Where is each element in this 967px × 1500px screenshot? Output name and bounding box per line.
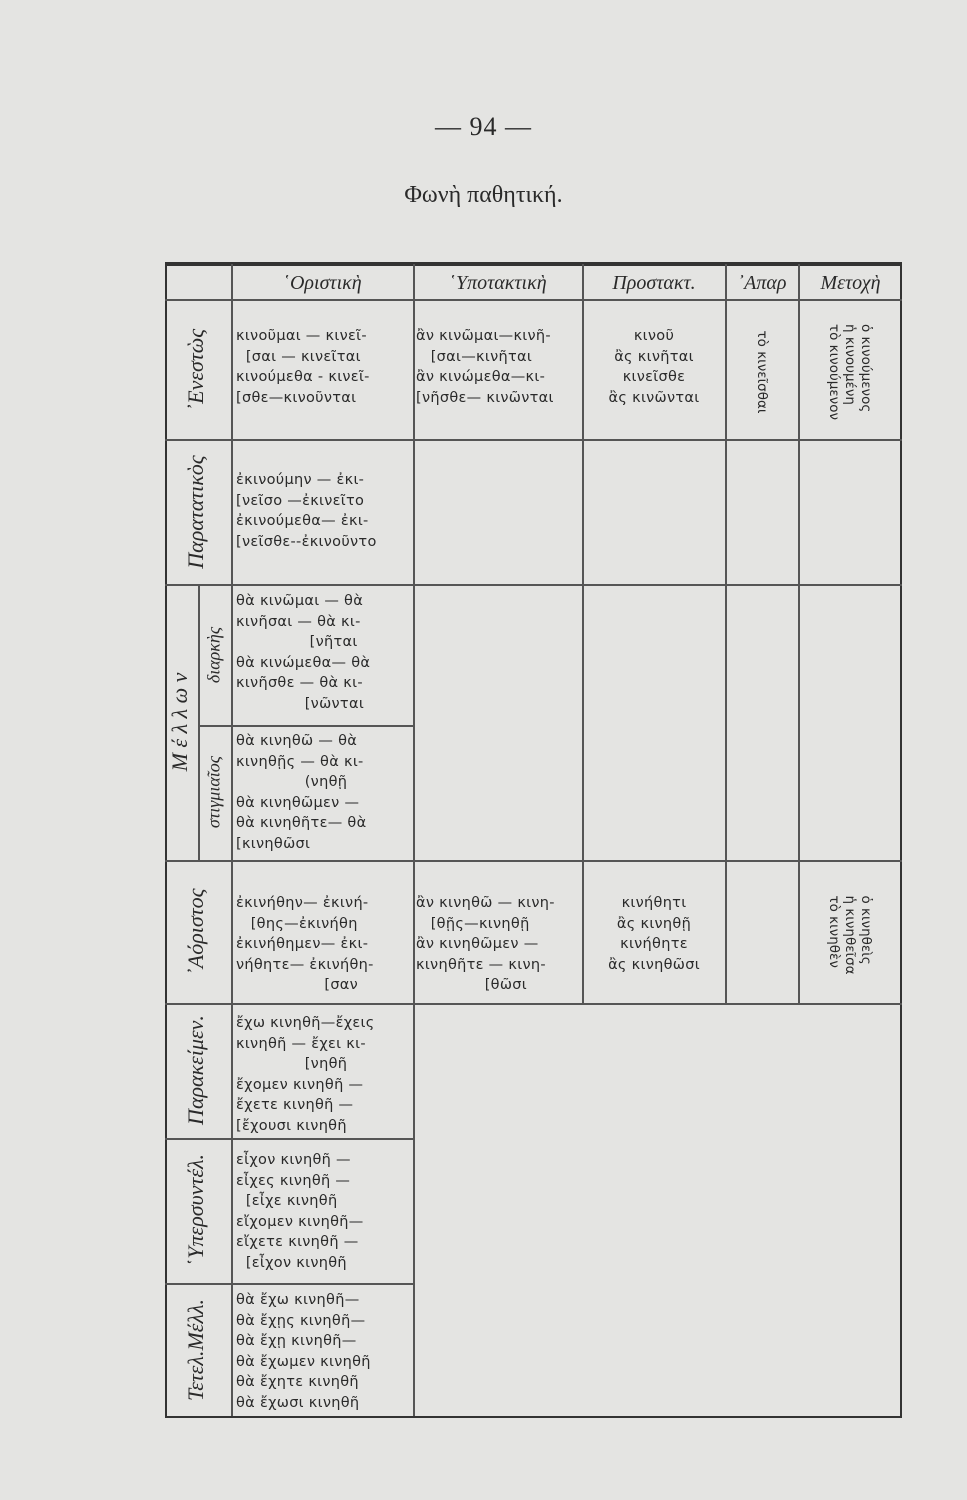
col-divider-mellon-sub: [198, 584, 200, 860]
aoristos-metochi: ὁ κινηθεὶς ἡ κινηθεῖσα τὸ κινηθὲν: [826, 895, 874, 975]
mellon-diarkis-oristiki: θὰ κινῶμαι — θὰ κινῆσαι — θὰ κι- [νῆται θὰ κινώμεθα— θὰ κινῆσθε — θὰ κι- [νῶνται: [236, 593, 371, 712]
ypersyntelikos-oristiki: εἶχον κινηθῆ — εἶχες κινηθῆ — [εἶχε κινηθῆ εἴχομεν κινηθῆ— εἴχετε κινηθῆ — [εἶχον κινηθῆ: [236, 1152, 364, 1271]
enestos-metochi: ὁ κινούμενος ἡ κινουμένη τὸ κινούμενον: [826, 323, 874, 421]
aoristos-ypotaktiki: ἂν κινηθῶ — κινη- [θῇς—κινηθῇ ἂν κινηθῶμεν — κινηθῆτε — κινη- [θῶσι: [416, 895, 555, 993]
enestos-aparemf: τὸ κινεῖσθαι: [754, 330, 770, 414]
page-title: Φωνὴ παθητική.: [404, 182, 563, 208]
tense-enestos: ᾿Ενεστὼς: [183, 328, 208, 412]
header-oristiki: ῾Οριστικὴ: [283, 272, 362, 294]
page-number: — 94 —: [435, 112, 532, 141]
tetel-mellon-oristiki: θὰ ἔχω κινηθῆ— θὰ ἔχῃς κινηθῆ— θὰ ἔχῃ κινηθῆ— θὰ ἔχωμεν κινηθῆ θὰ ἔχητε κινηθῆ θὰ ἔχωσι κινηθῆ: [236, 1292, 371, 1411]
col-divider-prostakt: [725, 264, 727, 1003]
col-divider-aparemf: [798, 264, 800, 1003]
enestos-prostakt: κινοῦ ἂς κινῆται κινεῖσθε ἂς κινῶνται: [608, 328, 700, 406]
aoristos-oristiki: ἐκινήθην— ἐκινή- [θης—ἐκινήθη ἐκινήθημεν— ἐκι- νήθητε— ἐκινήθη- [σαν: [236, 895, 374, 993]
paratatikos-oristiki: ἐκινούμην — ἐκι- [νεῖσο —ἐκινεῖτο ἐκινούμεθα— ἐκι- [νεῖσθε--ἐκινοῦντο: [236, 472, 377, 550]
tense-stigmiaios: στιγμιαῖος: [203, 755, 224, 829]
enestos-oristiki: κινοῦμαι — κινεῖ- [σαι — κινεῖται κινούμεθα - κινεῖ- [σθε—κινοῦνται: [236, 328, 370, 406]
row-divider-ypersyntelikos: [165, 1283, 415, 1285]
aoristos-prostakt: κινήθητι ἂς κινηθῇ κινήθητε ἂς κινηθῶσι: [608, 895, 700, 973]
row-divider-parakeimenos: [165, 1138, 415, 1140]
tense-diarkis: διαρκὴς: [203, 626, 224, 684]
tense-mellon: Μ έ λ λ ω ν: [167, 672, 192, 772]
tense-ypersyntelikos: ῾Υπερσυντέλ.: [183, 1153, 208, 1267]
col-divider-ypotaktiki: [582, 264, 584, 1003]
header-prostakt: Προστακτ.: [612, 272, 696, 294]
row-divider-paratatikos: [165, 584, 902, 586]
col-divider-tense: [231, 264, 233, 1416]
enestos-ypotaktiki: ἂν κινῶμαι—κινῆ- [σαι—κινῆται ἂν κινώμεθα—κι- [νῆσθε— κινῶνται: [416, 328, 554, 406]
header-metochi: Μετοχὴ: [820, 272, 881, 294]
row-divider-aoristos: [165, 1003, 902, 1005]
parakeimenos-oristiki: ἔχω κινηθῆ—ἔχεις κινηθῆ — ἔχει κι- [νηθῆ ἔχομεν κινηθῆ — ἔχετε κινηθῆ — [ἔχουσι κινηθῆ: [236, 1015, 375, 1134]
tense-tetel-mellon: Τετελ.Μέλλ.: [183, 1298, 208, 1402]
header-aparemf: ᾿Απαρ: [737, 272, 787, 294]
col-divider-oristiki: [413, 264, 415, 1416]
row-divider-enestos: [165, 439, 902, 441]
header-ypotaktiki: ῾Υποτακτικὴ: [449, 272, 547, 294]
tense-parakeimenos: Παρακείμεν.: [183, 1015, 208, 1125]
mellon-stigmiaios-oristiki: θὰ κινηθῶ — θὰ κινηθῇς — θὰ κι- (νηθῇ θὰ κινηθῶμεν — θὰ κινηθῆτε— θὰ [κινηθῶσι: [236, 733, 367, 852]
row-divider-mellon: [165, 860, 902, 862]
tense-aoristos: ᾿Αόριστος: [183, 888, 208, 976]
tense-paratatikos: Παρατατικὸς: [183, 455, 208, 569]
